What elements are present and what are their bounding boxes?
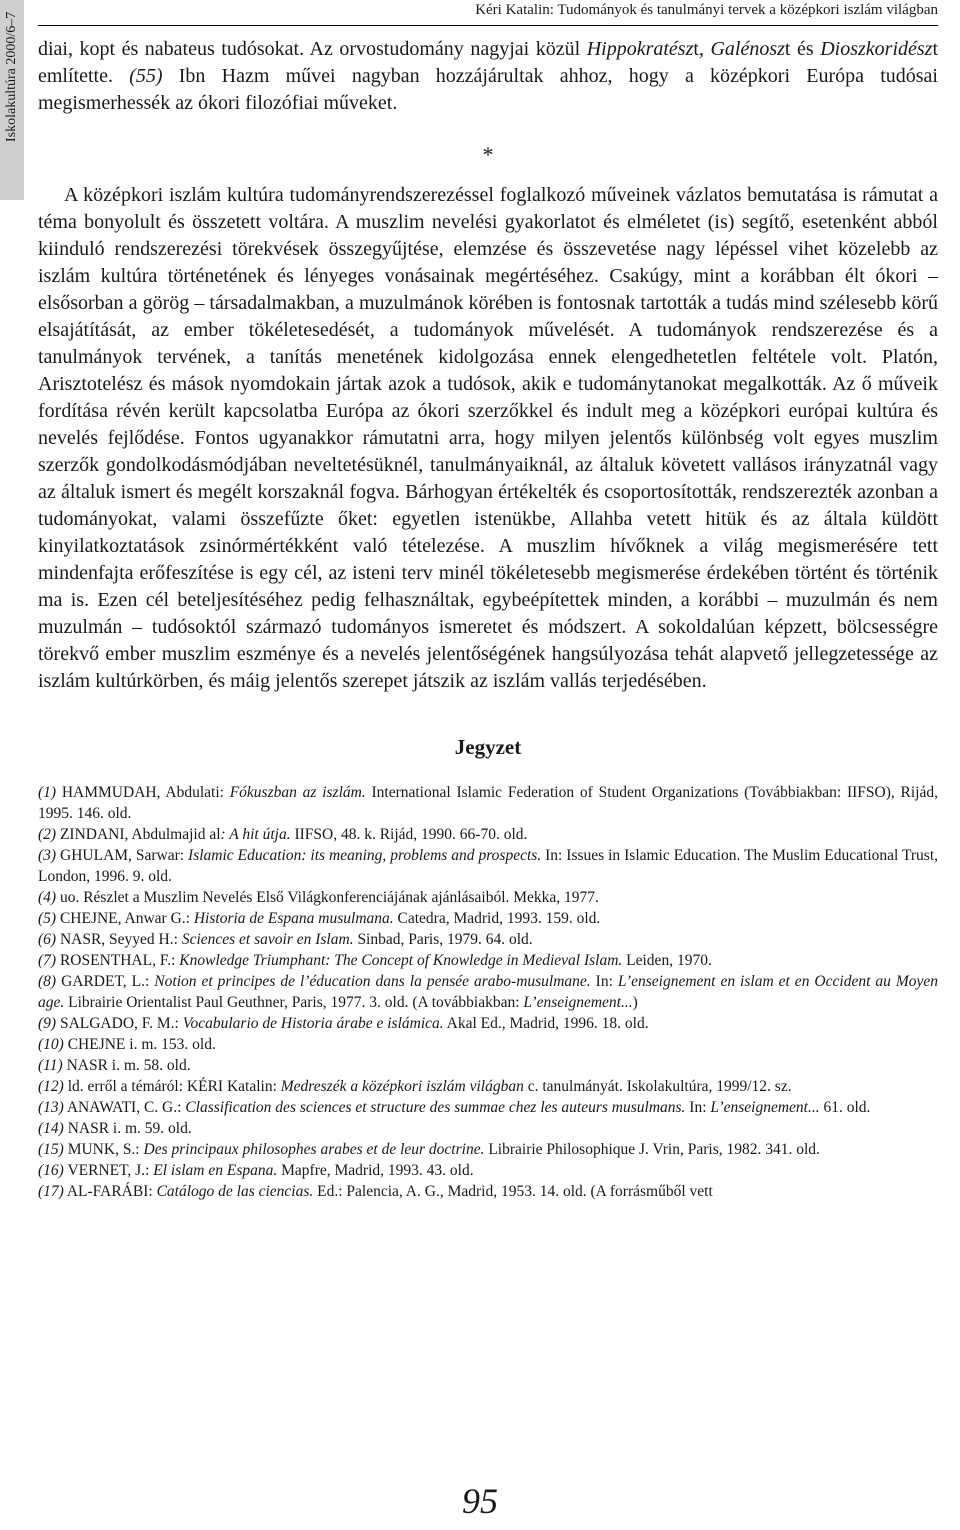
footnote-rest: In: bbox=[590, 973, 618, 990]
footnote-author: CHEJNE, Anwar G.: bbox=[59, 910, 194, 927]
footnote-author: ROSENTHAL, F.: bbox=[59, 952, 180, 969]
footnote-title: : A hit útja. bbox=[220, 826, 291, 843]
footnote-rest: Catedra, Madrid, 1993. 159. old. bbox=[393, 910, 601, 927]
footnote-title: Des principaux philosophes arabes et de leur doctrine. bbox=[143, 1141, 485, 1158]
footnote-rest: Leiden, 1970. bbox=[622, 952, 712, 969]
footnote-title: Vocabulario de Historia árabe e islámica. bbox=[182, 1015, 444, 1032]
footnote-author: ld. erről a témáról: KÉRI Katalin: bbox=[67, 1078, 281, 1095]
footnote-rest: Ed.: Palencia, A. G., Madrid, 1953. 14. old. (A forrásműből vett bbox=[313, 1183, 713, 1200]
footnote bbox=[38, 1097, 938, 1118]
sidebar-tab bbox=[0, 0, 24, 200]
body-text bbox=[38, 36, 938, 695]
notes-title: Jegyzet bbox=[454, 735, 522, 759]
footnote-number: (1) bbox=[38, 784, 57, 801]
footnote-rest: Librairie Philosophique J. Vrin, Paris, 1982. 341. old. bbox=[484, 1141, 820, 1158]
footnote-number: (10) bbox=[38, 1036, 64, 1053]
footnote bbox=[38, 1160, 938, 1181]
footnote-title: Historia de Espana musulmana. bbox=[193, 910, 394, 927]
footnote-rest: ) bbox=[632, 994, 638, 1011]
footnote-number: (3) bbox=[38, 847, 57, 864]
footnote-author: NASR, Seyyed H.: bbox=[59, 931, 182, 948]
footnote-title: L’enseignement... bbox=[523, 994, 633, 1011]
running-head: Kéri Katalin: Tudományok és tanulmányi tervek a középkori iszlám világban bbox=[475, 2, 938, 18]
footnote-number: (8) bbox=[38, 973, 57, 990]
footnote-number: (6) bbox=[38, 931, 57, 948]
footnote-number: (4) bbox=[38, 889, 57, 906]
footnote-number: (13) bbox=[38, 1099, 64, 1116]
footnote-author: GARDET, L.: bbox=[61, 973, 155, 990]
footnote-title: Catálogo de las ciencias. bbox=[156, 1183, 314, 1200]
footnote-rest: Librairie Orientalist Paul Geuthner, Paris, 1977. 3. old. (A továbbiakban: bbox=[64, 994, 524, 1011]
footnote-number: (9) bbox=[38, 1015, 57, 1032]
footnote-title: L’enseignement... bbox=[710, 1099, 820, 1116]
reference-55: (55) bbox=[129, 65, 163, 87]
footnote-number: (15) bbox=[38, 1141, 64, 1158]
footnote-rest: In: bbox=[685, 1099, 711, 1116]
footnote-rest: c. tanulmányát. Iskolakultúra, 1999/12. sz. bbox=[523, 1078, 792, 1095]
section-separator: * bbox=[482, 142, 494, 167]
footnote bbox=[38, 782, 938, 824]
footnote-author: NASR i. m. 58. old. bbox=[66, 1057, 191, 1074]
footnote bbox=[38, 824, 938, 845]
footnote bbox=[38, 845, 938, 887]
page-content bbox=[38, 36, 938, 1202]
footnote-author: VERNET, J.: bbox=[67, 1162, 154, 1179]
footnote bbox=[38, 887, 938, 908]
footnote-author: ANAWATI, C. G.: bbox=[66, 1099, 186, 1116]
footnote bbox=[38, 950, 938, 971]
page-number: 95 bbox=[462, 1481, 498, 1521]
footnote-author: HAMMUDAH, Abdulati: bbox=[61, 784, 230, 801]
footnote-title: Notion et principes de l’éducation dans la pensée arabo-musulmane. bbox=[154, 973, 591, 990]
footnote-number: (16) bbox=[38, 1162, 64, 1179]
footnote bbox=[38, 1076, 938, 1097]
footnote-title: Sciences et savoir en Islam. bbox=[181, 931, 354, 948]
footnote-number: (17) bbox=[38, 1183, 64, 1200]
footnote-rest: 61. old. bbox=[819, 1099, 871, 1116]
footnote-author: CHEJNE i. m. 153. old. bbox=[67, 1036, 216, 1053]
footnote-number: (2) bbox=[38, 826, 57, 843]
name-dioszkoridesz: Dioszkoridész bbox=[820, 38, 933, 60]
footnote bbox=[38, 1013, 938, 1034]
opening-paragraph bbox=[38, 36, 938, 117]
footnote-author: ZINDANI, Abdulmajid al bbox=[59, 826, 221, 843]
opening-connector-1: t, bbox=[693, 38, 711, 60]
opening-connector-2: t és bbox=[784, 38, 821, 60]
footnote-author: NASR i. m. 59. old. bbox=[67, 1120, 192, 1137]
footnote bbox=[38, 1139, 938, 1160]
sidebar-running-title: Iskolakultúra 2000/6–7 bbox=[4, 12, 19, 143]
footnote-author: GHULAM, Sarwar: bbox=[60, 847, 189, 864]
footnote-number: (11) bbox=[38, 1057, 63, 1074]
footnote-title: Medreszék a középkori iszlám világban bbox=[280, 1078, 524, 1095]
opening-rest: Ibn Hazm művei nagyban hozzájárultak ahhoz, hogy a középkori Európa tudósai megismerhessék az ókori filozófiai műveket. bbox=[38, 65, 938, 114]
footnote-number: (12) bbox=[38, 1078, 64, 1095]
footnote-number: (7) bbox=[38, 952, 57, 969]
footnote-number: (14) bbox=[38, 1120, 64, 1137]
footnote-rest: IIFSO, 48. k. Rijád, 1990. 66-70. old. bbox=[290, 826, 528, 843]
footnote-title: Knowledge Triumphant: The Concept of Knowledge in Medieval Islam. bbox=[179, 952, 623, 969]
footnote-rest: Akal Ed., Madrid, 1996. 18. old. bbox=[443, 1015, 649, 1032]
footnote-rest: In: Issues in Islamic Education. The Muslim Educational Trust, London, 1996. 9. old. bbox=[38, 847, 939, 885]
footnote-number: (5) bbox=[38, 910, 57, 927]
footnote-title: El islam en Espana. bbox=[153, 1162, 278, 1179]
footnote bbox=[38, 908, 938, 929]
footnote bbox=[38, 929, 938, 950]
footnote-rest: Sinbad, Paris, 1979. 64. old. bbox=[353, 931, 533, 948]
footnote bbox=[38, 1055, 938, 1076]
notes-list bbox=[38, 782, 938, 1202]
footnote-author: uo. Részlet a Muszlim Nevelés Első Világkonferenciájának ajánlásaiból. Mekka, 1977. bbox=[59, 889, 599, 906]
header-rule bbox=[38, 25, 938, 26]
opening-tail: t említette. bbox=[38, 38, 939, 87]
footnote-author: MUNK, S.: bbox=[67, 1141, 144, 1158]
footnote-author: AL-FARÁBI: bbox=[66, 1183, 157, 1200]
opening-text-1: diai, kopt és nabateus tudósokat. Az orvostudomány nagyjai közül bbox=[38, 38, 587, 60]
footnote-rest: International Islamic Federation of Student Organizations (Továbbiakban: IIFSO), Rijád, 1995. 146. old. bbox=[38, 784, 938, 822]
footnote-title: Islamic Education: its meaning, problems and prospects. bbox=[188, 847, 542, 864]
main-paragraph: A középkori iszlám kultúra tudományrendszerezéssel foglalkozó műveinek vázlatos bemutatása is rámutat a téma bonyolult és összetett voltára. A muszlim nevelési gyakorlatot és elméletet (is) segítő, esetenként abból kiinduló rendszerezési törekvések összegyűjtése, elemzése és összevetése nagy lépéssel vihet közelebb az iszlám kultúra történetének és lényeges vonásainak megértéséhez. Csakúgy, mint a korábban élt ókori – elsősorban a görög – társadalmakban, a muzulmánok körében is fontosnak tartották a tudás mind szélesebb körű elsajátítását, az ember tökéletesedését, a tudományok művelését. A tudományok rendszerezése és a tanulmányok tervének, a tanítás menetének kidolgozása ennek elengedhetetlen feltétele volt. Platón, Arisztotelész és mások nyomdokain jártak azok a tudósok, akik e tudománytanokat megalkották. Az ő műveik fordítása révén került kapcsolatba Európa az ókori szerzőkkel és indult meg a középkori európai kultúra és nevelés fejlődése. Fontos ugyanakkor rámutatni arra, hogy milyen jelentős különbség volt egyes muszlim szerzők gondolkodásmódjában neveltetésüknél, tanulmányaiknál, az általuk követett vallásos irányzatnál vagy az általuk ismert és megélt korszaknál fogva. Bárhogyan értékelték és csoportosították, rendszerezték azonban a tudományokat, valami összefűzte őket: egyetlen istenükbe, Allahba vetett hitük és az általa küldött kinyilatkoztatások zsinórmértékként való tételezése. A muszlim hívőknek a világ megismerésére tett mindenfajta erőfeszítése is egy cél, az isteni terv minél tökéletesebb megismerése érdekében történt és történik ma is. Ezen cél beteljesítéséhez pedig felhasználtak, egybeépítettek minden, a korábbi – muzulmán és nem muzulmán – tudósoktól származó tudományos ismeretet és módszert. A sokoldalúan képzett, bölcsességre törekvő ember muszlim eszménye és a nevelés jelentőségének hangsúlyozása tehát alapvető jellegzetessége az iszlám kultúrkörben, és máig jelentős szerepet játszik az iszlám vallás terjedésében. bbox=[38, 184, 938, 692]
footnote bbox=[38, 1034, 938, 1055]
footnote-title: L’enseignement en islam et en Occident au Moyen age. bbox=[38, 973, 939, 1011]
footnote-rest: Mapfre, Madrid, 1993. 43. old. bbox=[277, 1162, 474, 1179]
name-hippokratesz: Hippokratész bbox=[586, 38, 694, 60]
footnote-title: Fókuszban az iszlám. bbox=[229, 784, 366, 801]
name-galenosz: Galénosz bbox=[710, 38, 785, 60]
footnote-title: Classification des sciences et structure des summae chez les auteurs musulmans. bbox=[185, 1099, 686, 1116]
footnote bbox=[38, 971, 938, 1013]
footnote-author: SALGADO, F. M.: bbox=[59, 1015, 183, 1032]
footnote bbox=[38, 1118, 938, 1139]
footnote bbox=[38, 1181, 938, 1202]
